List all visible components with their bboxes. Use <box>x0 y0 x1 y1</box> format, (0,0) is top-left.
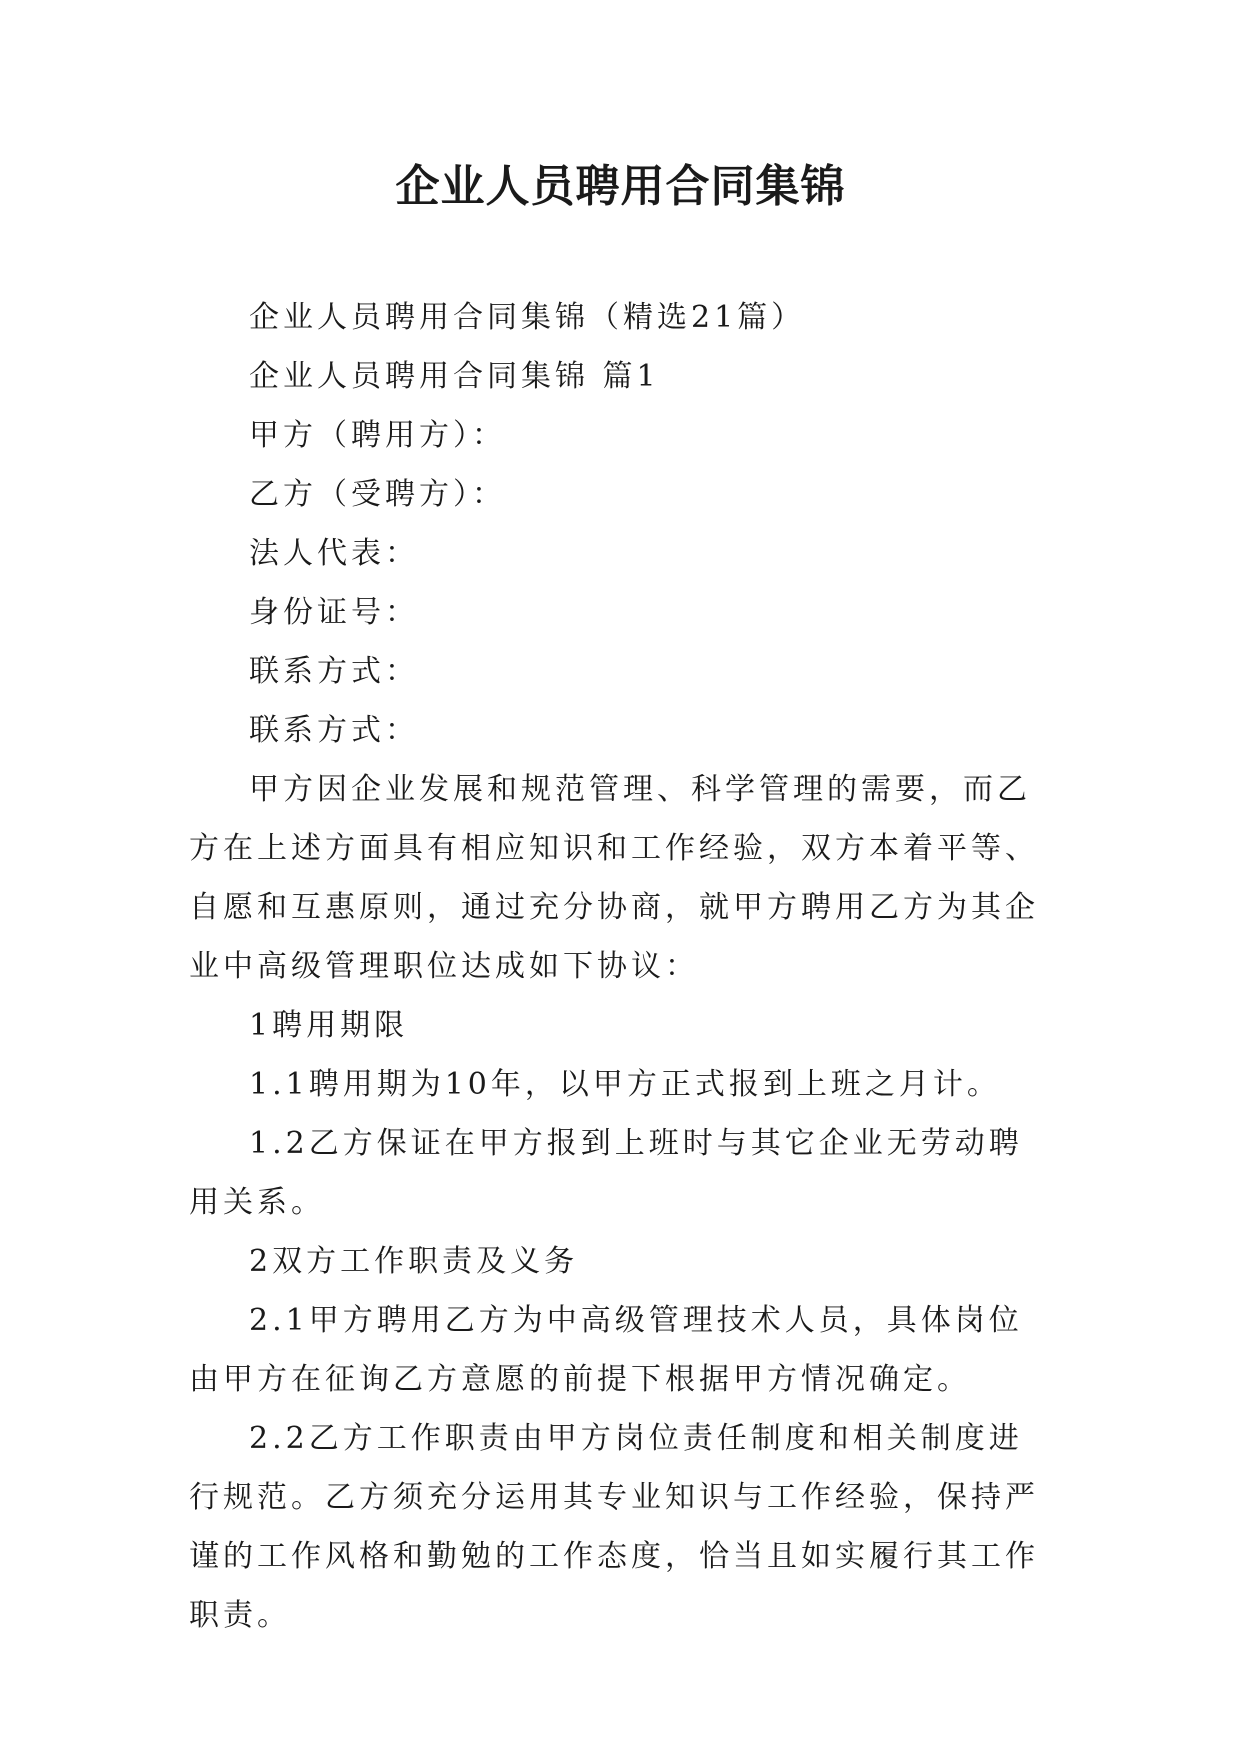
paragraph-party-b: 乙方（受聘方）： <box>249 477 506 512</box>
clause-1-1: 1.1聘用期为10年，以甲方正式报到上班之月计。 <box>249 1067 1001 1102</box>
section-heading-1: 1聘用期限 <box>249 1008 409 1043</box>
clause-2-2: 2.2乙方工作职责由甲方岗位责任制度和相关制度进行规范。乙方须充分运用其专业知识与工作经验，保持严谨的工作风格和勤勉的工作态度，恰当且如实履行其工作职责。 <box>189 1421 1039 1633</box>
paragraph-subtitle: 企业人员聘用合同集锦（精选21篇） <box>249 300 806 335</box>
paragraph-id-number: 身份证号： <box>249 595 419 630</box>
paragraph-party-a: 甲方（聘用方）： <box>249 418 506 453</box>
paragraph-preamble: 甲方因企业发展和规范管理、科学管理的需要，而乙方在上述方面具有相应知识和工作经验，双方本着平等、自愿和互惠原则，通过充分协商，就甲方聘用乙方为其企业中高级管理职位达成如下协议： <box>189 772 1039 984</box>
paragraph-part-heading: 企业人员聘用合同集锦 篇1 <box>249 359 660 394</box>
paragraph-contact-2: 联系方式： <box>249 713 419 748</box>
paragraph-legal-rep: 法人代表： <box>249 536 419 571</box>
document-title: 企业人员聘用合同集锦 <box>395 161 846 212</box>
document-body <box>189 288 1051 1645</box>
paragraph-contact-1: 联系方式： <box>249 654 419 689</box>
clause-2-1: 2.1甲方聘用乙方为中高级管理技术人员，具体岗位由甲方在征询乙方意愿的前提下根据甲方情况确定。 <box>189 1303 1023 1397</box>
section-heading-2: 2双方工作职责及义务 <box>249 1244 579 1279</box>
clause-1-2: 1.2乙方保证在甲方报到上班时与其它企业无劳动聘用关系。 <box>189 1126 1023 1220</box>
